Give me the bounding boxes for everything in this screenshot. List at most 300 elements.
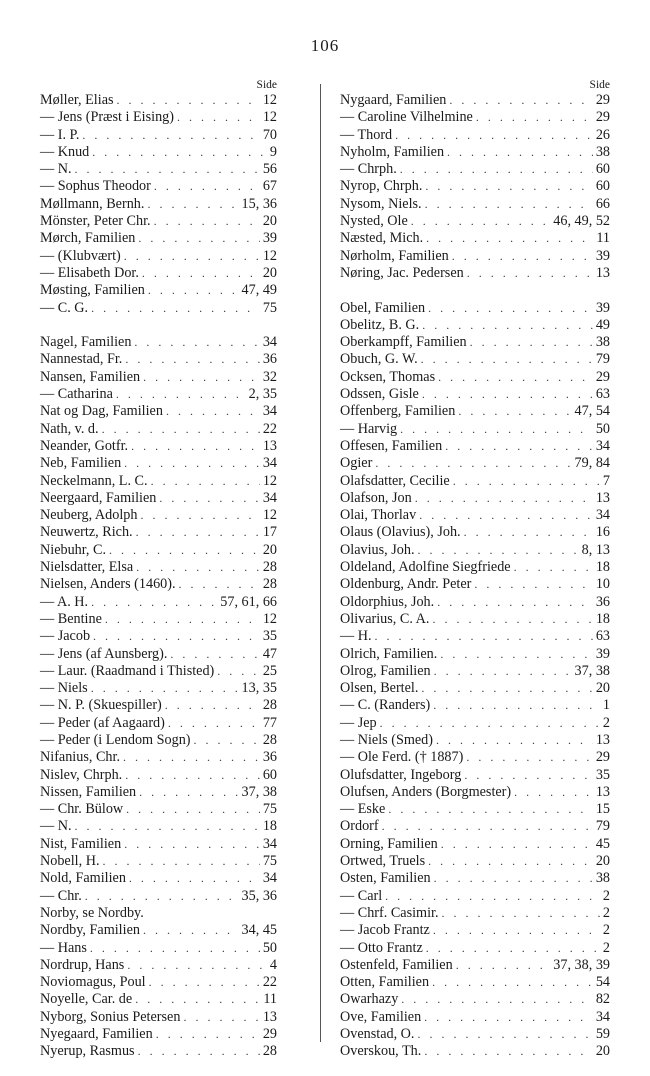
entry-name: Norby, se Nordby.	[40, 904, 144, 921]
index-entry	[40, 473, 277, 490]
entry-pages: 37, 38, 39	[553, 956, 610, 973]
entry-pages: 12	[262, 247, 277, 264]
entry-pages: 32	[262, 368, 277, 385]
dot-leader	[217, 663, 260, 680]
dot-leader	[433, 697, 600, 714]
entry-pages: 20	[595, 680, 610, 697]
index-entry	[40, 974, 277, 991]
entry-pages: 60	[262, 766, 277, 783]
entry-name: — Harvig	[340, 420, 398, 437]
dot-leader	[82, 127, 259, 144]
entry-pages: 35	[595, 766, 610, 783]
index-entry	[40, 559, 277, 576]
entry-pages: 57, 61, 66	[220, 593, 277, 610]
index-entry	[340, 524, 610, 541]
dot-leader	[453, 473, 600, 490]
entry-pages: 13	[262, 1008, 277, 1025]
dot-leader	[476, 109, 593, 126]
entry-pages: 54	[595, 974, 610, 991]
dot-leader	[445, 438, 593, 455]
dot-leader	[135, 991, 260, 1008]
entry-pages: 13	[595, 783, 610, 800]
entry-name: Owarhazy	[340, 991, 399, 1008]
entry-name: — Knud	[40, 143, 90, 160]
entry-name: — Jens (Præst i Eising)	[40, 109, 174, 126]
entry-pages: 28	[262, 559, 277, 576]
entry-pages: 34	[595, 507, 610, 524]
entry-pages: 47	[262, 645, 277, 662]
dot-leader	[432, 974, 593, 991]
entry-pages: 34	[262, 455, 277, 472]
dot-leader	[426, 230, 593, 247]
index-entry	[40, 248, 277, 265]
entry-name: Offesen, Familien	[340, 437, 443, 454]
entry-pages: 46, 49, 52	[553, 213, 610, 230]
entry-pages: 39	[595, 645, 610, 662]
entry-name: Møsting, Familien	[40, 282, 145, 299]
entry-pages: 38	[595, 334, 610, 351]
entry-pages: 63	[595, 386, 610, 403]
dot-leader	[424, 1009, 593, 1026]
entry-pages: 59	[595, 1026, 610, 1043]
entry-name: Olivarius, C. A.	[340, 610, 430, 627]
entry-pages: 75	[262, 853, 277, 870]
index-entry	[340, 922, 610, 939]
entry-pages: 49	[595, 316, 610, 333]
entry-pages: 2	[602, 922, 610, 939]
entry-name: Nyholm, Familien	[340, 143, 445, 160]
dot-leader	[138, 230, 259, 247]
dot-leader	[428, 853, 593, 870]
entry-pages: 29	[262, 1026, 277, 1043]
entry-name: — Bentine	[40, 610, 102, 627]
dot-leader	[452, 248, 593, 265]
entry-name: — Carl	[340, 887, 383, 904]
entry-name: Ordorf	[340, 818, 379, 835]
index-entry	[340, 144, 610, 161]
entry-name: Nysom, Niels.	[340, 195, 422, 212]
entry-pages: 2	[602, 714, 610, 731]
index-entry	[340, 473, 610, 490]
index-entry	[340, 594, 610, 611]
dot-leader	[85, 888, 239, 905]
index-entry	[340, 1009, 610, 1026]
entry-pages: 13	[595, 264, 610, 281]
index-entry	[40, 542, 277, 559]
dot-leader	[514, 784, 593, 801]
entry-name: Obelitz, B. G.	[340, 316, 420, 333]
entry-pages: 70	[262, 126, 277, 143]
entry-name: Nansen, Familien	[40, 368, 141, 385]
entry-name: — Jacob Frantz	[340, 922, 430, 939]
entry-name: Oldorphius, Joh.	[340, 593, 435, 610]
index-entries-right	[340, 92, 610, 1061]
dot-leader	[124, 455, 260, 472]
index-entries-left	[40, 92, 277, 1061]
dot-leader	[149, 974, 260, 991]
entry-name: Orning, Familien	[340, 835, 438, 852]
dot-leader	[441, 836, 593, 853]
entry-name: — Niels	[40, 680, 88, 697]
index-entry	[340, 230, 610, 247]
entry-pages: 1	[602, 697, 610, 714]
index-entry	[40, 282, 277, 299]
entry-pages: 12	[262, 507, 277, 524]
entry-name: — Laur. (Raadmand i Thisted)	[40, 662, 215, 679]
entry-pages: 34	[595, 437, 610, 454]
index-entry	[340, 455, 610, 472]
entry-name: Nøring, Jac. Pedersen	[340, 264, 464, 281]
entry-name: Noviomagus, Poul	[40, 974, 146, 991]
dot-leader	[134, 334, 259, 351]
entry-pages: 13	[595, 731, 610, 748]
dot-leader	[388, 801, 592, 818]
index-entry	[340, 767, 610, 784]
dot-leader	[426, 940, 600, 957]
dot-leader	[124, 836, 260, 853]
index-entry	[40, 594, 277, 611]
index-entry	[40, 178, 277, 195]
entry-pages: 13	[262, 437, 277, 454]
entry-pages: 39	[262, 230, 277, 247]
dot-leader	[449, 92, 592, 109]
index-entry	[40, 403, 277, 420]
entry-pages: 11	[596, 230, 610, 247]
dot-leader	[91, 680, 239, 697]
entry-name: Neuberg, Adolph	[40, 507, 138, 524]
entry-pages: 20	[595, 853, 610, 870]
dot-leader	[421, 351, 593, 368]
dot-leader	[91, 300, 260, 317]
entry-pages: 20	[262, 541, 277, 558]
dot-leader	[125, 351, 259, 368]
entry-name: Oberkampff, Familien	[340, 334, 467, 351]
dot-leader	[375, 628, 593, 645]
entry-name: Nifanius, Chr.	[40, 749, 120, 766]
index-entry	[40, 905, 277, 922]
entry-name: Offenberg, Familien	[340, 403, 456, 420]
entry-pages: 82	[595, 991, 610, 1008]
entry-pages: 13, 35	[241, 680, 277, 697]
entry-name: — Chrph.	[340, 161, 397, 178]
entry-pages: 39	[595, 299, 610, 316]
entry-pages: 12	[262, 109, 277, 126]
entry-name: Nold, Familien	[40, 870, 126, 887]
index-entry	[40, 784, 277, 801]
entry-name: Nyborg, Sonius Petersen	[40, 1008, 181, 1025]
dot-leader	[432, 611, 592, 628]
entry-pages: 37, 38	[574, 662, 610, 679]
dot-leader	[422, 317, 593, 334]
entry-name: Neander, Gotfr.	[40, 437, 129, 454]
entry-name: Nørholm, Familien	[340, 247, 449, 264]
dot-leader	[154, 178, 260, 195]
dot-leader	[93, 628, 260, 645]
entry-name: Neb, Familien	[40, 455, 122, 472]
dot-leader	[456, 957, 551, 974]
index-entry	[40, 386, 277, 403]
entry-pages: 47, 49	[241, 282, 277, 299]
entry-name: Neckelmann, L. C.	[40, 472, 148, 489]
index-entry	[340, 974, 610, 991]
entry-pages: 75	[262, 801, 277, 818]
index-entry	[340, 1043, 610, 1060]
index-entry	[40, 109, 277, 126]
index-entry	[340, 991, 610, 1008]
index-entry	[340, 888, 610, 905]
dot-leader	[117, 92, 260, 109]
dot-leader	[143, 369, 260, 386]
entry-pages: 26	[595, 126, 610, 143]
entry-name: — Sophus Theodor	[40, 178, 151, 195]
entry-pages: 63	[595, 628, 610, 645]
entry-name: Ostenfeld, Familien	[340, 956, 453, 973]
entry-name: Obel, Familien	[340, 299, 426, 316]
entry-pages: 79	[595, 818, 610, 835]
index-entry	[40, 818, 277, 835]
dot-leader	[438, 369, 593, 386]
entry-name: Neuwertz, Rich.	[40, 524, 133, 541]
entry-name: Olaus (Olavius), Joh.	[340, 524, 461, 541]
entry-name: Nat og Dag, Familien	[40, 403, 163, 420]
dot-leader	[417, 542, 578, 559]
entry-name: — Elisabeth Dor.	[40, 264, 139, 281]
entry-pages: 34	[262, 334, 277, 351]
index-entry	[40, 611, 277, 628]
dot-leader	[136, 559, 260, 576]
dot-leader	[177, 109, 260, 126]
entry-pages: 25	[262, 662, 277, 679]
dot-leader	[127, 957, 267, 974]
index-entry	[40, 213, 277, 230]
entry-pages: 29	[595, 749, 610, 766]
entry-pages: 34	[595, 1008, 610, 1025]
entry-pages: 10	[595, 576, 610, 593]
index-entry	[340, 386, 610, 403]
entry-pages: 2	[602, 939, 610, 956]
index-entry	[40, 455, 277, 472]
entry-pages: 37, 38	[241, 783, 277, 800]
dot-leader	[116, 386, 246, 403]
index-entry	[40, 646, 277, 663]
entry-pages: 45	[595, 835, 610, 852]
entry-name: — Thord	[340, 126, 393, 143]
dot-leader	[126, 801, 260, 818]
entry-pages: 39	[595, 247, 610, 264]
index-entry	[40, 196, 277, 213]
dot-leader	[425, 178, 592, 195]
dot-leader	[123, 749, 260, 766]
dot-leader	[428, 300, 593, 317]
dot-leader	[129, 870, 260, 887]
entry-name: Nordrup, Hans	[40, 956, 125, 973]
index-entry	[40, 957, 277, 974]
entry-name: Nygaard, Familien	[340, 92, 447, 108]
index-entry	[340, 749, 610, 766]
page-number: 106	[310, 36, 340, 55]
dot-leader	[92, 144, 267, 161]
entry-pages: 60	[595, 178, 610, 195]
dot-leader	[385, 888, 600, 905]
dot-leader	[140, 507, 259, 524]
dot-leader	[467, 265, 593, 282]
entry-name: Nannestad, Fr.	[40, 351, 123, 368]
dot-leader	[400, 421, 593, 438]
index-entry	[40, 490, 277, 507]
dot-leader	[422, 386, 593, 403]
dot-leader	[436, 732, 593, 749]
index-entry	[40, 801, 277, 818]
entry-pages: 2, 35	[248, 386, 277, 403]
entry-name: Nordby, Familien	[40, 922, 140, 939]
entry-name: Nielsdatter, Elsa	[40, 559, 134, 576]
dot-leader	[105, 611, 260, 628]
index-entry	[340, 178, 610, 195]
dot-leader	[415, 490, 593, 507]
entry-name: — I. P.	[40, 126, 80, 143]
index-entry	[340, 196, 610, 213]
index-entry	[40, 334, 277, 351]
index-entry	[40, 663, 277, 680]
entry-pages: 36	[262, 351, 277, 368]
index-entry	[40, 836, 277, 853]
entry-name: — Jens (af Aunsberg).	[40, 645, 168, 662]
index-entry	[40, 144, 277, 161]
entry-name: — Caroline Vilhelmine	[340, 109, 473, 126]
index-entry	[40, 438, 277, 455]
entry-pages: 38	[595, 143, 610, 160]
dot-leader	[170, 646, 259, 663]
index-entry	[40, 628, 277, 645]
entry-pages: 12	[262, 472, 277, 489]
entry-name: — Catharina	[40, 386, 113, 403]
entry-pages: 35	[262, 628, 277, 645]
entry-name: Oldenburg, Andr. Peter	[340, 576, 472, 593]
entry-name: — C. (Randers)	[340, 697, 431, 714]
entry-name: — Chr.	[40, 887, 82, 904]
dot-leader	[154, 213, 260, 230]
index-entry	[340, 127, 610, 144]
entry-pages: 17	[262, 524, 277, 541]
entry-pages: 15, 36	[241, 195, 277, 212]
entry-name: — Jep	[340, 714, 377, 731]
entry-name: — C. G.	[40, 299, 89, 316]
index-entry	[340, 213, 610, 230]
entry-name: — N.	[40, 161, 72, 178]
dot-leader	[437, 594, 593, 611]
index-entry	[340, 905, 610, 922]
entry-pages: 38	[595, 870, 610, 887]
entry-name: Nagel, Familien	[40, 334, 132, 351]
dot-leader	[136, 524, 260, 541]
entry-pages: 29	[595, 109, 610, 126]
index-entry	[40, 1026, 277, 1043]
entry-pages: 18	[595, 559, 610, 576]
index-column-left	[40, 78, 277, 1061]
dot-leader	[514, 559, 593, 576]
index-entry	[340, 161, 610, 178]
entry-name: — Jacob	[40, 628, 91, 645]
entry-name: Møller, Elias	[40, 92, 114, 108]
dot-leader	[103, 853, 260, 870]
entry-name: Næsted, Mich.	[340, 230, 424, 247]
index-entry	[40, 524, 277, 541]
entry-name: Ovenstad, O.	[340, 1026, 415, 1043]
entry-name: — Peder (i Lendom Sogn)	[40, 731, 191, 748]
dot-leader	[102, 421, 260, 438]
index-entry	[40, 888, 277, 905]
entry-pages: 34	[262, 403, 277, 420]
entry-name: Møllmann, Bernh.	[40, 195, 145, 212]
index-entry	[340, 663, 610, 680]
dot-leader	[147, 196, 238, 213]
side-label: Side	[256, 79, 277, 91]
entry-name: Odssen, Gisle	[340, 386, 419, 403]
entry-pages: 50	[595, 420, 610, 437]
entry-name: Oldeland, Adolfine Siegfriede	[340, 559, 511, 576]
dot-leader	[147, 905, 274, 922]
dot-leader	[91, 594, 217, 611]
entry-pages: 16	[595, 524, 610, 541]
dot-leader	[109, 542, 260, 559]
dot-leader	[421, 680, 592, 697]
index-entry	[340, 248, 610, 265]
entry-pages: 2	[602, 887, 610, 904]
entry-name: Ogier	[340, 455, 373, 472]
index-entry	[340, 109, 610, 126]
index-entry	[340, 611, 610, 628]
entry-pages: 9	[269, 143, 277, 160]
index-entry	[340, 576, 610, 593]
dot-leader	[464, 767, 593, 784]
dot-leader	[434, 663, 572, 680]
index-entry	[340, 559, 610, 576]
entry-pages: 28	[262, 697, 277, 714]
index-entry	[340, 334, 610, 351]
entry-name: — A. H.	[40, 593, 89, 610]
entry-name: Olafson, Jon	[340, 489, 412, 506]
entry-pages: 77	[262, 714, 277, 731]
dot-leader	[168, 715, 260, 732]
dot-leader	[138, 1043, 260, 1060]
entry-name: Mørch, Familien	[40, 230, 136, 247]
dot-leader	[375, 455, 571, 472]
dot-leader	[466, 749, 592, 766]
entry-name: Nislev, Chrph.	[40, 766, 123, 783]
entry-pages: 66	[595, 195, 610, 212]
entry-name: Mönster, Peter Chr.	[40, 213, 151, 230]
dot-leader	[124, 248, 260, 265]
index-entry	[340, 646, 610, 663]
dot-leader	[400, 161, 593, 178]
entry-pages: 4	[269, 956, 277, 973]
entry-pages: 34	[262, 835, 277, 852]
dot-leader	[419, 507, 593, 524]
index-entry	[40, 507, 277, 524]
entry-name: Osten, Familien	[340, 870, 431, 887]
dot-leader	[474, 576, 592, 593]
entry-name: Nist, Familien	[40, 835, 122, 852]
dot-leader	[411, 213, 550, 230]
dot-leader	[125, 767, 260, 784]
dot-leader	[417, 1026, 592, 1043]
index-entry	[340, 92, 610, 109]
entry-pages	[274, 905, 277, 922]
entry-pages: 20	[262, 264, 277, 281]
index-entry	[40, 922, 277, 939]
index-entry	[340, 853, 610, 870]
entry-name: Olufsen, Anders (Borgmester)	[340, 783, 512, 800]
